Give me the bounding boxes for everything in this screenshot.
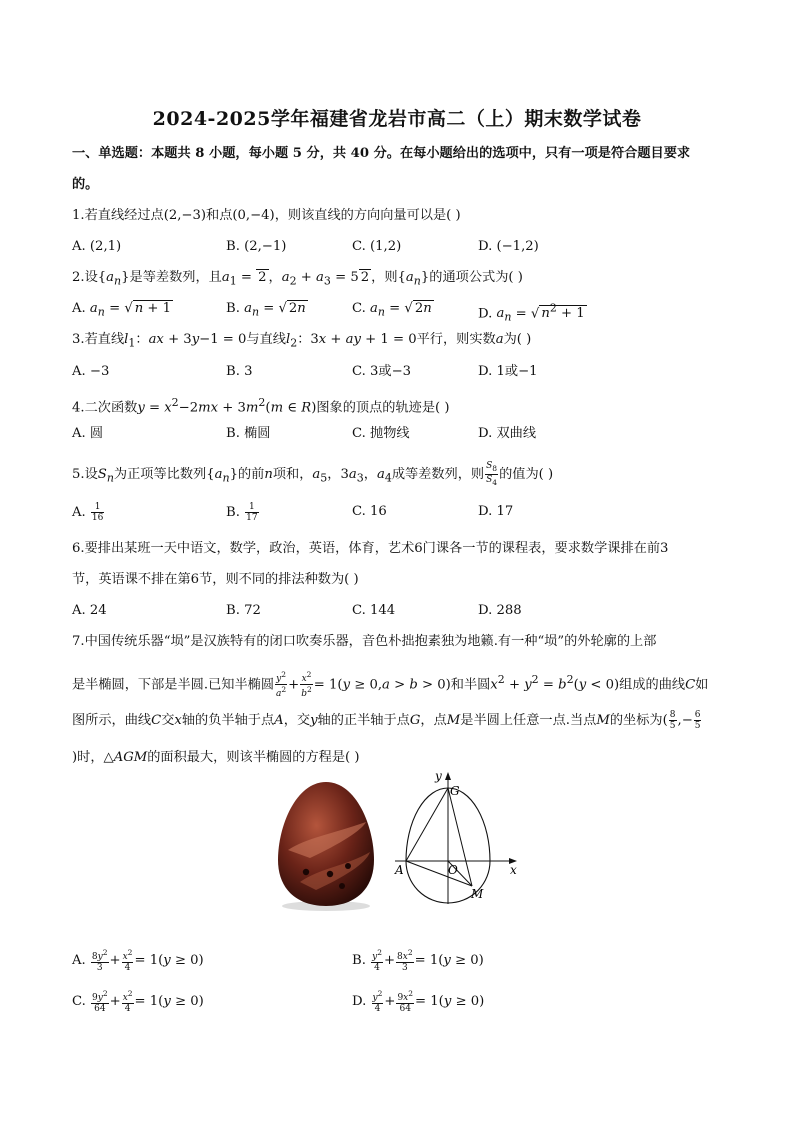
question-7-stem-line2: 是半椭圆，下部是半圆.已知半椭圆 $\frac{y^2}{a^2}$ + $\frac{x^2}{b^2}$ = 1(y ≥ 0,a > b > 0)和半圆$x^2 + y^2 = b^2(y < 0)$组成的曲线C如 [72,670,709,700]
q5-option-a: A. $\frac{1}{16}$ [72,502,104,523]
question-5-stem: 5.设$S_n$为正项等比数列$\{a_n\}$的前n项和，$a_5$，$3a_3$，$a_4$成等差数列，则 $\frac{S_8}{S_4}$ 的值为( ) [72,461,554,487]
q7-option-b: B. $\frac{y^2}{4}$ + $\frac{8x^2}{3}$ = 1(y ≥ 0) [352,948,484,973]
label-M: M [471,887,484,901]
q3-option-d: D. 1或−1 [478,364,538,379]
question-3-stem: 3.若直线$l_1$：ax + 3y−1 = 0与直线$l_2$：3x + ay + 1 = 0平行，则实数a为( ) [72,332,532,350]
q4-option-d: D. 双曲线 [478,426,537,441]
question-7-stem-line3: 图所示，曲线C交x轴的负半轴于点A，交y轴的正半轴于点G，点M是半圆上任意一点.当点M的坐标为( $\frac{8}{5}$ ,− $\frac{6}{5}$ [72,710,701,731]
section-header-cont: 的。 [72,177,99,192]
question-2-stem: 2.设$\{a_n\}$是等差数列，且$a_1 = 2$ ，$a_2 + a_3 = 5$ 2 ，则$\{a_n\}$的通项公式为( ) [72,270,523,288]
q4-option-c: C. 抛物线 [352,426,410,441]
q5-option-c: C. 16 [352,504,387,519]
section-header: 一、单选题：本题共 8 小题，每小题 5 分，共 40 分。在每小题给出的选项中，只有一项是符合题目要求 [72,146,691,161]
label-O: O [448,863,458,877]
question-4-stem: 4.二次函数$y = x^2-2mx + 3m^2(m$ ∈ R)图象的顶点的轨迹是( ) [72,396,450,416]
q3-option-c: C. 3或−3 [352,364,412,379]
q6-option-b: B. 72 [226,603,261,618]
page-title: 2024-2025学年福建省龙岩市高二（上）期末数学试卷 [152,108,642,130]
label-G: G [450,784,460,798]
q3-option-a: A. −3 [72,364,110,379]
ellipse-semicircle-diagram [393,768,523,906]
q6-option-d: D. 288 [478,603,522,618]
q1-option-a: A. (2,1) [72,239,122,254]
q2-option-d: D. $a_n$ = √ $n^2 + 1$ [478,302,585,325]
label-A: A [395,863,404,877]
q2-option-b: B. $a_n$ = √ 2n [226,301,306,319]
q4-option-a: A. 圆 [72,426,104,441]
question-1-stem: 1.若直线经过点(2,−3)和点(0,−4)，则该直线的方向向量可以是( ) [72,208,461,223]
q6-option-a: A. 24 [72,603,107,618]
q1-option-c: C. (1,2) [352,239,402,254]
q7-option-c: C. $\frac{9y^2}{64}$ + $\frac{x^2}{4}$ = 1(y ≥ 0) [72,989,204,1014]
q2-option-c: C. $a_n$ = √ 2n [352,301,432,319]
q5-option-b: B. $\frac{1}{17}$ [226,502,258,523]
label-x: x [510,863,517,877]
q4-option-b: B. 椭圆 [226,426,271,441]
q6-option-c: C. 144 [352,603,396,618]
question-7-stem-line4: )时，△AGM的面积最大，则该半椭圆的方程是( ) [72,750,360,765]
q2-option-a: A. $a_n$ = √ n + 1 [72,301,172,319]
xun-instrument-image [270,778,382,914]
question-7-stem-line1: 7.中国传统乐器“埙”是汉族特有的闭口吹奏乐器，音色朴拙抱素独为地籁.有一种“埙”的外轮廓的上部 [72,634,657,649]
label-y: y [435,769,442,783]
q5-option-d: D. 17 [478,504,514,519]
q7-option-a: A. $\frac{8y^2}{3}$ + $\frac{x^2}{4}$ = 1(y ≥ 0) [72,948,204,973]
q7-option-d: D. $\frac{y^2}{4}$ + $\frac{9x^2}{64}$ = 1(y ≥ 0) [352,989,485,1014]
q1-option-b: B. (2,−1) [226,239,287,254]
question-6-stem-line2: 节，英语课不排在第6节，则不同的排法种数为( ) [72,572,359,587]
q1-option-d: D. (−1,2) [478,239,539,254]
q3-option-b: B. 3 [226,364,253,379]
question-6-stem-line1: 6.要排出某班一天中语文，数学，政治，英语，体育，艺术6门课各一节的课程表，要求数学课排在前3 [72,541,669,556]
